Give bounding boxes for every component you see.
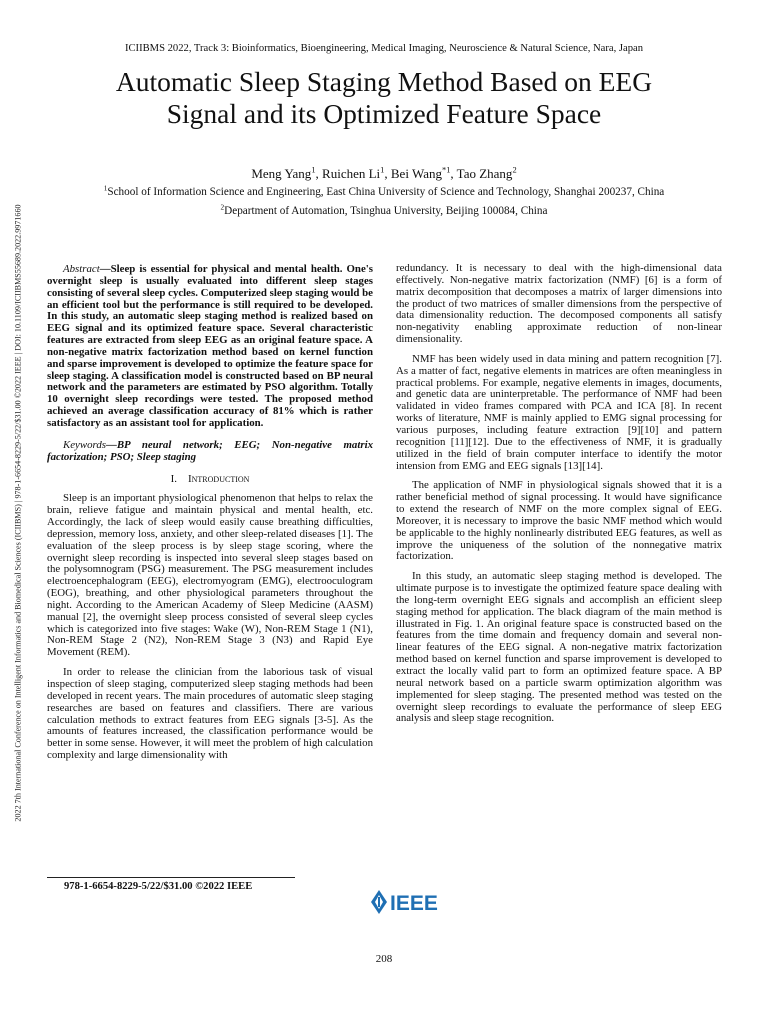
affiliation-text: Department of Automation, Tsinghua University, Beijing 100084, China <box>224 205 548 217</box>
section-heading <box>47 474 373 486</box>
section-title: Introduction <box>187 472 250 485</box>
body-paragraph: Sleep is an important physiological phenomenon that helps to relax the brain, relieve fatigue and maintain physical and mental health, etc. Accordingly, the lack of sleep would easily cause breathing difficulties, depression, memory loss, anxiety, and other sleep-related diseases [1]. The evaluation of the sleep process is by sleep stage scoring, where the overnight sleep recording is inspected into several sleep stages based on the polysomnogram (PSG) measurement. The PSG measurement includes electroencephalogram (EEG), electromyogram (EMG), electrooculogram (EOG), breathing, and other physiological parameters throughout the night. According to the American Academy of Sleep Medicine (AASM) manual [2], the overnight sleep process consisted of several sleep cycles which is categorized into five stages: Wake (W), Non-REM Stage 1 (N1), Non-REM Stage 2 (N2), Non-REM Stage 3 (N3) and Rapid Eye Movement (REM). <box>47 492 373 659</box>
abstract-label: Abstract <box>63 263 100 275</box>
author-name: , Bei Wang <box>384 166 442 181</box>
ieee-logo-text: IEEE <box>390 892 438 915</box>
body-paragraph: NMF has been widely used in data mining and pattern recognition [7]. As a matter of fact, negative elements in matrices are often meaningless in practical problems. For example, negative elements in images, documents, and genetic data are uninterpretable. The performance of NMF had been validated in video frames compared with PCA and ICA [8]. In recent works of literature, NMF is mainly applied to EMG signal processing for various purposes, including feature extraction [9][10] and pattern recognition [11][12]. Due to the effectiveness of NMF, it is gradually utilized in the field of brain computer interface to identify the motor intension from EMG and EEG signals [13][14]. <box>396 352 722 472</box>
author-affiliation-mark: *1 <box>441 164 451 175</box>
affiliation-mark: 2 <box>220 203 225 212</box>
page-number: 208 <box>375 953 393 965</box>
author-list <box>0 166 768 182</box>
author-name: , Ruichen Li <box>315 166 381 181</box>
keywords-text: BP neural network; EEG; Non-negative matrix factorization; PSO; Sleep staging <box>47 438 373 463</box>
body-paragraph: In this study, an automatic sleep staging method is developed. The ultimate purpose is to investigate the optimized feature space dealing with the long-term overnight EEG signals and accomplish an efficient sleep staging method for application. The black diagram of the main method is illustrated in Fig. 1. An original feature space is constructed based on the features from the time domain and frequency domain and several non-linear features of the EEG signal. A non-negative matrix factorization method based on kernel function and sparse improvement is developed to extract the locally valid part to form an optimized feature space. A BP neural network based on a particle swarm optimization algorithm was implemented for sleep staging. The presented method was tested on the overnight sleep recordings to evaluate the performance of sleep EEG analysis and sleep stage recognition. <box>396 570 722 725</box>
section-number: I. <box>170 472 177 485</box>
author-affiliation-mark: 1 <box>311 164 316 175</box>
affiliation-text: School of Information Science and Engineering, East China University of Science and Technology, Shanghai 200237, China <box>107 186 665 198</box>
affiliation-mark: 1 <box>103 184 108 193</box>
keywords <box>47 440 373 464</box>
author-affiliation-mark: 1 <box>380 164 385 175</box>
copyright-notice: 978-1-6654-8229-5/22/$31.00 ©2022 IEEE <box>64 881 253 892</box>
ieee-logo <box>369 888 441 916</box>
abstract-dash: — <box>99 263 111 275</box>
abstract <box>47 264 373 430</box>
body-paragraph: The application of NMF in physiological signals showed that it is a rather beneficial method of signal processing. It would have significance to extend the research of NMF on the more complex signal of EEG. Moreover, it is necessary to improve the basic NMF method which would be applicable to the highly nonlinearly distributed EEG features, as well as improve the uniqueness of the solution of the nonnegative matrix factorization. <box>396 479 722 563</box>
doi-sidebar <box>9 140 26 885</box>
keywords-label: Keywords <box>63 438 106 451</box>
abstract-text: Sleep is essential for physical and mental health. One's overnight sleep is usually evaluated into different sleep stages consisting of several sleep cycles. Computerized sleep staging would be an efficient tool but the performance is still required to be developed. In this study, an automatic sleep staging method is realized based on EEG signal and its optimized feature space. Several characteristic features are extracted from sleep EEG as an original feature space. A non-negative matrix factorization method based on kernel function and sparse improvement is developed to optimize the feature space for sleep staging. A classification model is constructed based on BP neural network and the parameters are estimated by PSO algorithm. Totally 10 overnight sleep recordings were tested. The proposed method achieved an average classification accuracy of 81% which is rather satisfactory as an assistant tool for application. <box>47 263 373 429</box>
left-column <box>47 264 373 770</box>
affiliation-1 <box>0 186 768 198</box>
right-column <box>396 263 722 733</box>
paper-title <box>40 66 728 130</box>
keywords-dash: — <box>105 438 117 451</box>
author-name: , Tao Zhang <box>450 166 513 181</box>
author-affiliation-mark: 2 <box>512 164 517 175</box>
ieee-diamond-icon <box>369 888 441 916</box>
footnote-rule <box>47 877 295 878</box>
affiliation-2 <box>0 205 768 217</box>
doi-sidebar-text: 2022 7th International Conference on Intelligent Informatics and Biomedical Sciences (ICIIBMS) | 978-1-6654-8229-5/22/$31.00 ©2022 IEEE | DOI: 10.1109/ICIIBMS55689.2022.9971660 <box>13 203 22 822</box>
body-paragraph: redundancy. It is necessary to deal with the high-dimensional data effectively. Non-negative matrix factorization (NMF) [6] is a form of matrix decomposition that decomposes a matrix of larger dimensions into the product of two matrices of smaller dimensions from the perspective of data dimensionality reduction. The decomposed components all satisfy non-negativity enabling approximate reduction of non-linear dimensionality. <box>396 262 722 346</box>
title-line-1: Automatic Sleep Staging Method Based on EEG <box>115 66 653 97</box>
title-line-2: Signal and its Optimized Feature Space <box>166 98 602 129</box>
conference-header: ICIIBMS 2022, Track 3: Bioinformatics, Bioengineering, Medical Imaging, Neuroscience & Natural Science, Nara, Japan <box>124 43 644 54</box>
author-name: Meng Yang <box>251 166 312 181</box>
body-paragraph: In order to release the clinician from the laborious task of visual inspection of sleep staging, computerized sleep staging methods had been developed in recent years. The main procedures of automatic sleep staging researches are based on features and classifiers. There are various calculation methods to extract features from EEG signals [3-5]. As the amounts of features increased, the classification performance would be better in some sense. However, it will meet the problem of high calculation complexity and large dimensionality with <box>47 666 373 762</box>
